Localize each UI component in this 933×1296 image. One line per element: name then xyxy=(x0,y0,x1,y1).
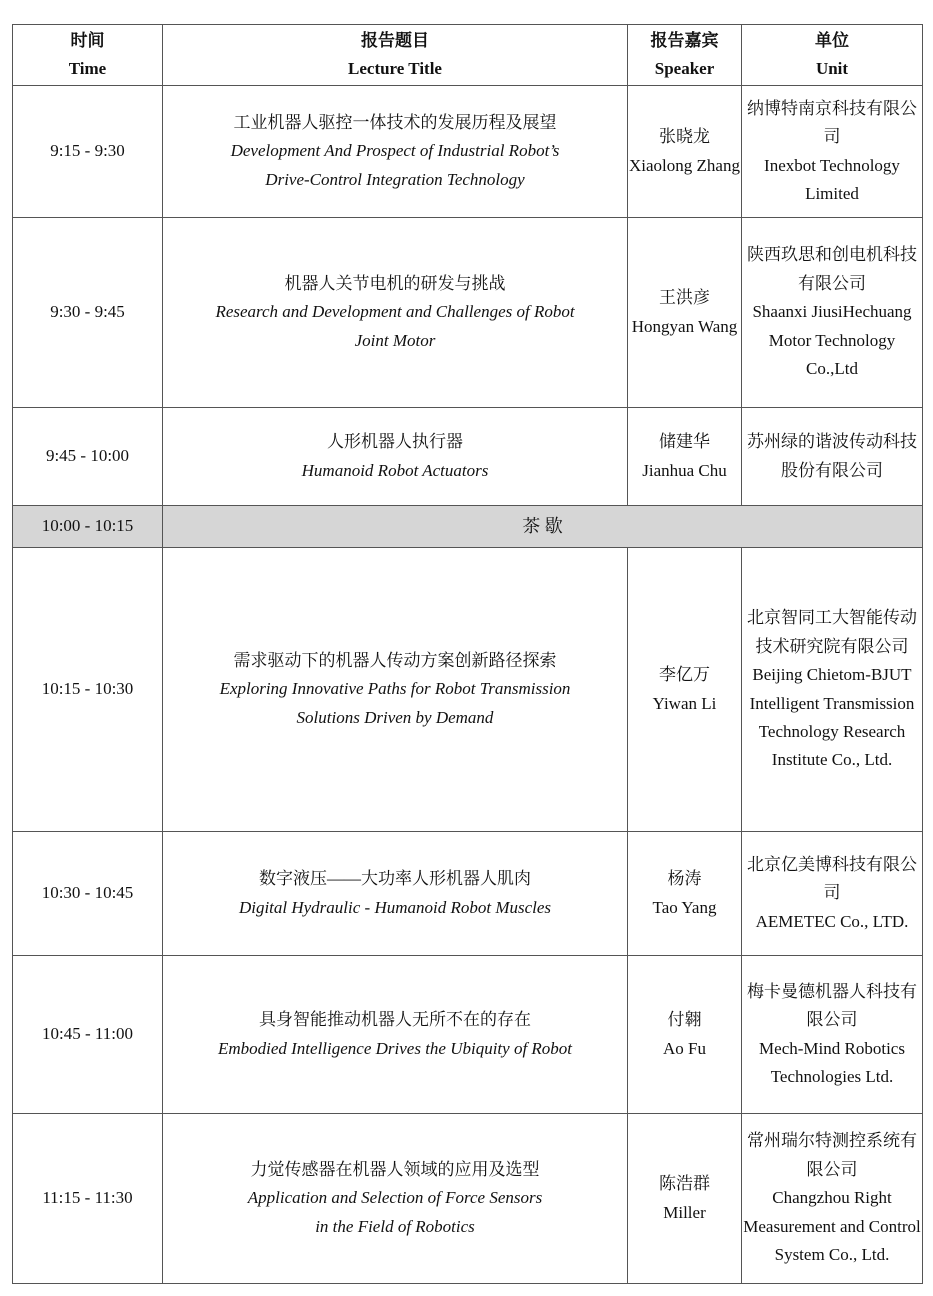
header-time-zh: 时间 xyxy=(70,30,105,50)
speaker-en: Jianhua Chu xyxy=(642,460,727,480)
title-en-line1: Digital Hydraulic - Humanoid Robot Muscles xyxy=(238,897,552,917)
speaker-cell xyxy=(628,832,742,956)
speaker-en: Xiaolong Zhang xyxy=(629,155,740,175)
title-zh: 具身智能推动机器人无所不在的存在 xyxy=(259,1010,531,1030)
unit-cell xyxy=(742,218,923,408)
header-row xyxy=(13,25,923,86)
table-row xyxy=(13,408,923,506)
title-en-line1: Exploring Innovative Paths for Robot Transmission xyxy=(219,679,571,699)
unit-zh: 陕西玖思和创电机科技有限公司 xyxy=(747,245,917,293)
header-speaker xyxy=(628,25,742,86)
title-cell xyxy=(163,548,628,832)
break-row xyxy=(13,506,923,548)
unit-cell xyxy=(742,408,923,506)
speaker-en: Hongyan Wang xyxy=(631,316,738,336)
unit-cell xyxy=(742,548,923,832)
unit-zh: 北京亿美博科技有限公司 xyxy=(747,854,917,903)
unit-en: Inexbot Technology Limited xyxy=(764,155,900,203)
title-en-line2: Solutions Driven by Demand xyxy=(296,707,494,727)
unit-en: Changzhou Right Measurement and Control System Co., Ltd. xyxy=(743,1188,921,1265)
title-en-line1: Embodied Intelligence Drives the Ubiquity of Robot xyxy=(217,1038,573,1058)
table-row xyxy=(13,218,923,408)
header-speaker-en: Speaker xyxy=(654,59,715,78)
speaker-zh: 储建华 xyxy=(659,432,710,452)
header-unit-en: Unit xyxy=(815,59,849,78)
title-en-line1: Application and Selection of Force Sensors xyxy=(247,1188,543,1208)
title-zh: 数字液压——大功率人形机器人肌肉 xyxy=(259,869,531,889)
time-cell: 11:15 - 11:30 xyxy=(13,1114,163,1284)
unit-zh: 常州瑞尔特测控系统有限公司 xyxy=(747,1131,917,1179)
speaker-cell xyxy=(628,218,742,408)
speaker-zh: 陈浩群 xyxy=(659,1174,710,1194)
speaker-en: Yiwan Li xyxy=(652,693,717,713)
schedule-table xyxy=(12,24,923,1284)
speaker-cell xyxy=(628,956,742,1114)
unit-en: Shaanxi JiusiHechuang Motor Technology Co.,Ltd xyxy=(752,302,912,379)
header-title-zh: 报告题目 xyxy=(361,30,429,50)
unit-cell xyxy=(742,832,923,956)
unit-cell xyxy=(742,86,923,218)
title-cell xyxy=(163,832,628,956)
unit-cell xyxy=(742,1114,923,1284)
time-cell: 9:45 - 10:00 xyxy=(13,408,163,506)
table-row xyxy=(13,1114,923,1284)
table-row xyxy=(13,956,923,1114)
speaker-en: Miller xyxy=(663,1202,706,1222)
speaker-cell xyxy=(628,86,742,218)
speaker-cell xyxy=(628,1114,742,1284)
title-en-line2: Joint Motor xyxy=(354,330,436,350)
title-zh: 人形机器人执行器 xyxy=(327,432,463,452)
header-unit xyxy=(742,25,923,86)
unit-zh: 苏州绿的谐波传动科技股份有限公司 xyxy=(747,432,917,480)
unit-en: Beijing Chietom-BJUT Intelligent Transmission Technology Research Institute Co., Ltd. xyxy=(749,665,915,770)
unit-en: Mech-Mind Robotics Technologies Ltd. xyxy=(759,1038,905,1086)
title-zh: 需求驱动下的机器人传动方案创新路径探索 xyxy=(233,650,557,670)
title-en-line1: Research and Development and Challenges of Robot xyxy=(215,302,575,322)
speaker-zh: 李亿万 xyxy=(659,665,710,685)
speaker-zh: 王洪彦 xyxy=(659,288,710,308)
header-title xyxy=(163,25,628,86)
table-row xyxy=(13,86,923,218)
table-row xyxy=(13,548,923,832)
header-time-en: Time xyxy=(68,59,107,78)
time-cell: 10:45 - 11:00 xyxy=(13,956,163,1114)
speaker-en: Ao Fu xyxy=(663,1038,706,1058)
unit-en: AEMETEC Co., LTD. xyxy=(755,911,909,931)
title-cell xyxy=(163,86,628,218)
title-en-line2: in the Field of Robotics xyxy=(315,1216,475,1236)
title-en-line1: Humanoid Robot Actuators xyxy=(301,460,489,480)
speaker-en: Tao Yang xyxy=(652,897,717,917)
title-cell xyxy=(163,956,628,1114)
speaker-zh: 杨涛 xyxy=(667,869,702,889)
title-zh: 工业机器人驱控一体技术的发展历程及展望 xyxy=(233,112,557,132)
header-time xyxy=(13,25,163,86)
table-row xyxy=(13,832,923,956)
time-cell: 9:30 - 9:45 xyxy=(13,218,163,408)
time-cell: 10:30 - 10:45 xyxy=(13,832,163,956)
title-zh: 力觉传感器在机器人领域的应用及选型 xyxy=(250,1159,540,1179)
header-unit-zh: 单位 xyxy=(815,30,849,50)
header-speaker-zh: 报告嘉宾 xyxy=(650,30,719,50)
title-en-line1: Development And Prospect of Industrial Robot’s xyxy=(230,141,560,161)
title-en-line2: Drive-Control Integration Technology xyxy=(265,169,525,189)
title-cell xyxy=(163,408,628,506)
speaker-cell xyxy=(628,408,742,506)
speaker-cell xyxy=(628,548,742,832)
speaker-zh: 张晓龙 xyxy=(659,127,710,147)
speaker-zh: 付翱 xyxy=(667,1010,702,1030)
unit-zh: 梅卡曼德机器人科技有限公司 xyxy=(747,981,917,1030)
unit-zh: 北京智同工大智能传动技术研究院有限公司 xyxy=(747,608,917,656)
break-label: 茶 歇 xyxy=(163,506,923,548)
header-title-en: Lecture Title xyxy=(348,59,442,78)
unit-cell xyxy=(742,956,923,1114)
break-time: 10:00 - 10:15 xyxy=(13,506,163,548)
time-cell: 10:15 - 10:30 xyxy=(13,548,163,832)
title-zh: 机器人关节电机的研发与挑战 xyxy=(284,273,506,293)
time-cell: 9:15 - 9:30 xyxy=(13,86,163,218)
title-cell xyxy=(163,218,628,408)
unit-zh: 纳博特南京科技有限公司 xyxy=(747,98,917,147)
title-cell xyxy=(163,1114,628,1284)
